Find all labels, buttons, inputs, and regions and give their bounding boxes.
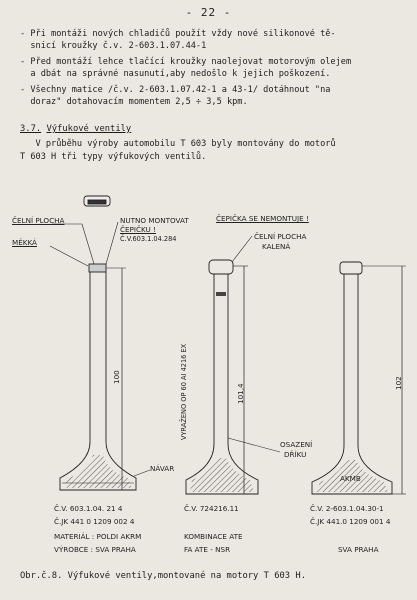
valve-2-drawing [186,236,280,494]
label-cepicka-nemontuje: ČEPIČKA SE NEMONTUJE ! [216,214,309,223]
label-celni-plocha: ČELNÍ PLOCHA [12,216,65,225]
bullet-line: doraz" dotahovacím momentem 2,5 ÷ 3,5 kpm. [20,97,248,107]
valve-1-info: Č.V. 603.1.04. 21 4 [54,504,123,513]
label-nutno-montovat: Č.V.603.1.04.284 [120,235,177,243]
valve-3-drawing [312,262,406,494]
label-osazeni: DŘÍKU [284,450,307,459]
label-nutno-montovat: NUTNO MONTOVAT [120,216,189,225]
valve-1-info: VÝROBCE : SVA PRAHA [54,545,136,554]
bullet-line: - Při montáži nových chladičů použít vždy nové silikonové tě- [20,29,336,39]
label-akmb: AKMB [340,474,361,483]
paragraph-line: V průběhu výroby automobilu T 603 byly montovány do motorů [20,139,336,149]
valve-2-info: KOMBINACE ATE [184,532,243,541]
label-mekka: MĚKKÁ [12,238,37,247]
figure-caption: Obr.č.8. Výfukové ventily,montované na motory T 603 H. [20,571,306,581]
paragraph-line: T 603 H tři typy výfukových ventilů. [20,152,207,162]
valve-1-info: Č.JK 441 0 1209 002 4 [54,517,135,526]
section-number: 3.7. [20,124,42,134]
valve-2-info: FA ATE - NSR [184,545,231,554]
valve-1-info: MATERIÁL : POLDI AKRM [54,532,142,541]
valve-3-info: Č.JK 441.0 1209 001 4 [310,517,391,526]
valve-3-info: SVA PRAHA [338,545,379,554]
dimension-label: 102 [394,376,403,390]
dimension-label: 101,4 [236,383,245,404]
stamp-label: VYRAŽENO OP 60 AI 4216 EX [180,343,188,440]
label-celni-plocha-kalena: KALENÁ [262,242,291,251]
label-celni-plocha-kalena: ČELNÍ PLOCHA [254,232,307,241]
bullet-line: - Všechny matice /č.v. 2-603.1.07.42-1 a 43-1/ dotáhnout "na [20,85,331,95]
label-osazeni: OSAZENÍ [280,440,313,449]
label-nutno-montovat: ČEPIČKU ! [120,225,156,234]
page-number: - 22 - [185,6,232,19]
dimension-label: 100 [112,370,121,384]
bullet-line: snicí kroužky č.v. 2-603.1.07.44-1 [20,41,207,51]
section-title: Výfukové ventily [46,124,132,134]
bullet-line: a dbát na správné nasunutí,aby nedošlo k jejich poškození. [20,69,331,79]
bullet-line: - Před montáží lehce tlačící kroužky naolejovat motorovým olejem [20,57,352,67]
valve-2-info: Č.V. 724216.11 [184,504,239,513]
valve-3-info: Č.V. 2-603.1.04.30-1 [310,504,384,513]
label-navar: NÁVAR [150,464,175,473]
